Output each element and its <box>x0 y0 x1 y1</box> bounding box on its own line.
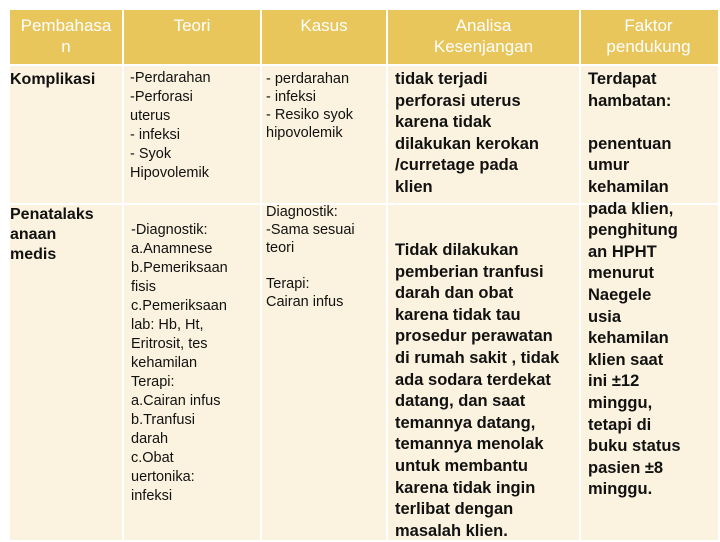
header-faktor-pendukung: Faktor pendukung <box>606 16 691 56</box>
column-divider <box>260 10 262 540</box>
komplikasi-teori: -Perdarahan -Perforasi uterus - infeksi - Syok Hipovolemik <box>130 70 211 181</box>
column-divider <box>122 10 124 540</box>
header-kasus: Kasus <box>300 16 348 35</box>
row-divider <box>10 64 718 66</box>
header-teori: Teori <box>173 16 211 35</box>
column-divider <box>386 10 388 540</box>
header-pembahasan: Pembahasa n <box>20 16 112 56</box>
penatalaksanaan-teori: -Diagnostik: a.Anamnese b.Pemeriksaan fisis c.Pemeriksaan lab: Hb, Ht, Eritrosit, tes kehamilan Terapi: a.Cairan infus b.Tranfusi darah c.Obat uertonika: infeksi <box>131 222 228 504</box>
penatalaksanaan-analisa: Tidak dilakukan pemberian tranfusi darah dan obat karena tidak tau prosedur perawatan di rumah sakit , tidak ada sodara terdekat datang, dan saat temannya datang, temannya menolak untuk membantu karena tidak ingin terlibat dengan masalah klien. <box>395 241 560 540</box>
row-label-komplikasi: Komplikasi <box>10 71 96 88</box>
penatalaksanaan-kasus: Diagnostik: -Sama sesuai teori Terapi: Cairan infus <box>266 204 355 310</box>
komplikasi-kasus: - perdarahan - infeksi - Resiko syok hipovolemik <box>266 71 354 141</box>
komplikasi-analisa: tidak terjadi perforasi uterus karena tidak dilakukan kerokan /curretage pada klien <box>395 70 539 196</box>
faktor-pendukung-text: Terdapat hambatan: penentuan umur kehamilan pada klien, penghitung an HPHT menurut Naegele usia kehamilan klien saat ini ±12 minggu, tetapi di buku status pasien ±8 minggu. <box>588 70 681 499</box>
header-analisa-kesenjangan: Analisa Kesenjangan <box>433 16 534 56</box>
row-label-penatalaksanaan: Penatalaks anaan medis <box>10 206 94 263</box>
comparison-table <box>10 10 718 540</box>
column-divider <box>579 10 581 540</box>
